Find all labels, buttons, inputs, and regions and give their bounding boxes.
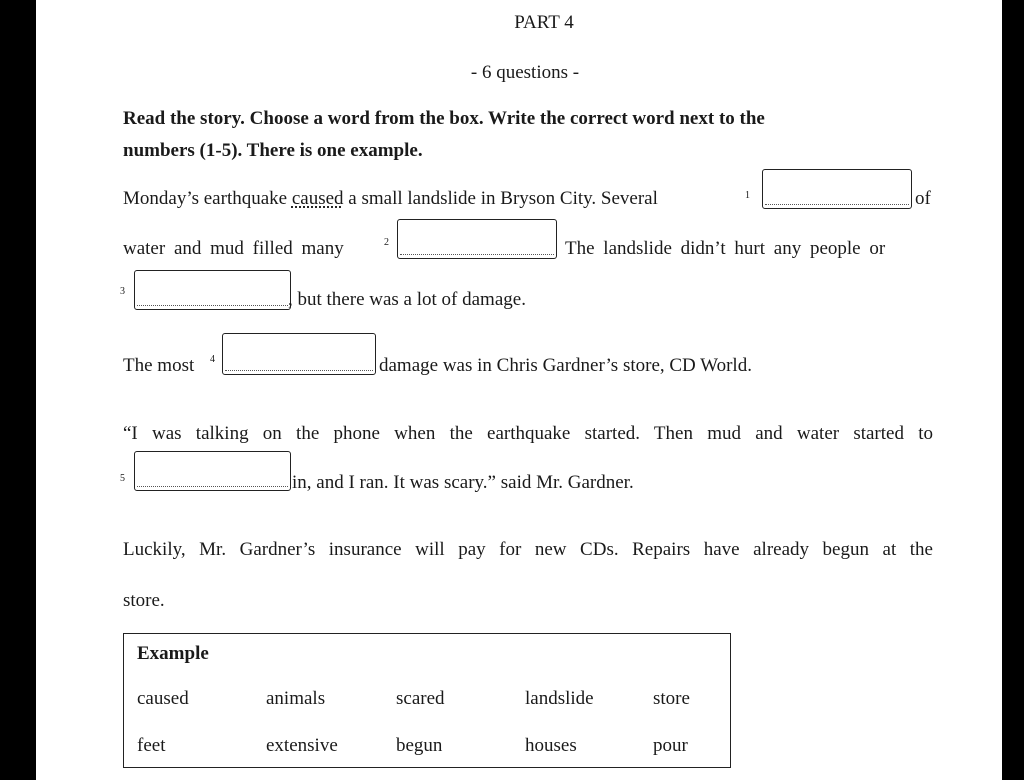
story-p2-start: The most — [123, 355, 195, 376]
story-p3-line-2: in, and I ran. It was scary.” said Mr. Gardner. — [292, 472, 634, 493]
answer-box-1[interactable] — [762, 169, 912, 209]
instructions-line-1: Read the story. Choose a word from the box. Write the correct word next to the — [123, 108, 765, 129]
story-p4-line-2: store. — [123, 590, 165, 611]
word-option: animals — [266, 688, 326, 709]
questions-count-text: - 6 questions - — [470, 62, 580, 83]
word-option: scared — [396, 688, 445, 709]
story-line-1 — [123, 188, 658, 210]
questions-count — [36, 62, 1002, 84]
answer-box-3[interactable] — [134, 270, 291, 310]
story-text: a small landslide in Bryson City. Several — [343, 188, 658, 209]
word-box-heading: Example — [137, 643, 209, 664]
story-p3-line-1: “I was talking on the phone when the earthquake started. Then mud and water started to — [123, 423, 933, 444]
story-p4-line-1: Luckily, Mr. Gardner’s insurance will pay for new CDs. Repairs have already begun at the — [123, 539, 933, 560]
word-option: pour — [653, 735, 688, 756]
word-option: store — [653, 688, 690, 709]
blank-number-4: 4 — [210, 354, 215, 365]
worksheet-page — [36, 0, 1002, 780]
word-option: feet — [137, 735, 166, 756]
example-word: caused — [291, 188, 344, 209]
answer-box-5[interactable] — [134, 451, 291, 491]
blank-number-5: 5 — [120, 473, 125, 484]
word-option: caused — [137, 688, 189, 709]
blank-number-3: 3 — [120, 286, 125, 297]
instructions-line-2: numbers (1-5). There is one example. — [123, 140, 423, 161]
part-title — [36, 12, 1002, 34]
story-p2-end: damage was in Chris Gardner’s store, CD World. — [379, 355, 752, 376]
word-option: extensive — [266, 735, 338, 756]
blank-number-2: 2 — [384, 237, 389, 248]
word-box — [123, 633, 731, 768]
story-line-2-start: water and mud filled many — [123, 238, 344, 259]
answer-box-4[interactable] — [222, 333, 376, 375]
word-option: houses — [525, 735, 577, 756]
story-text-of: of — [915, 188, 931, 209]
story-line-2-end: The landslide didn’t hurt any people or — [565, 238, 886, 259]
story-text: Monday’s earthquake — [123, 188, 292, 209]
story-line-3: , but there was a lot of damage. — [288, 289, 526, 310]
answer-box-2[interactable] — [397, 219, 557, 259]
word-option: landslide — [525, 688, 594, 709]
word-option: begun — [396, 735, 443, 756]
part-title-text: PART 4 — [514, 12, 574, 33]
blank-number-1: 1 — [745, 190, 750, 201]
